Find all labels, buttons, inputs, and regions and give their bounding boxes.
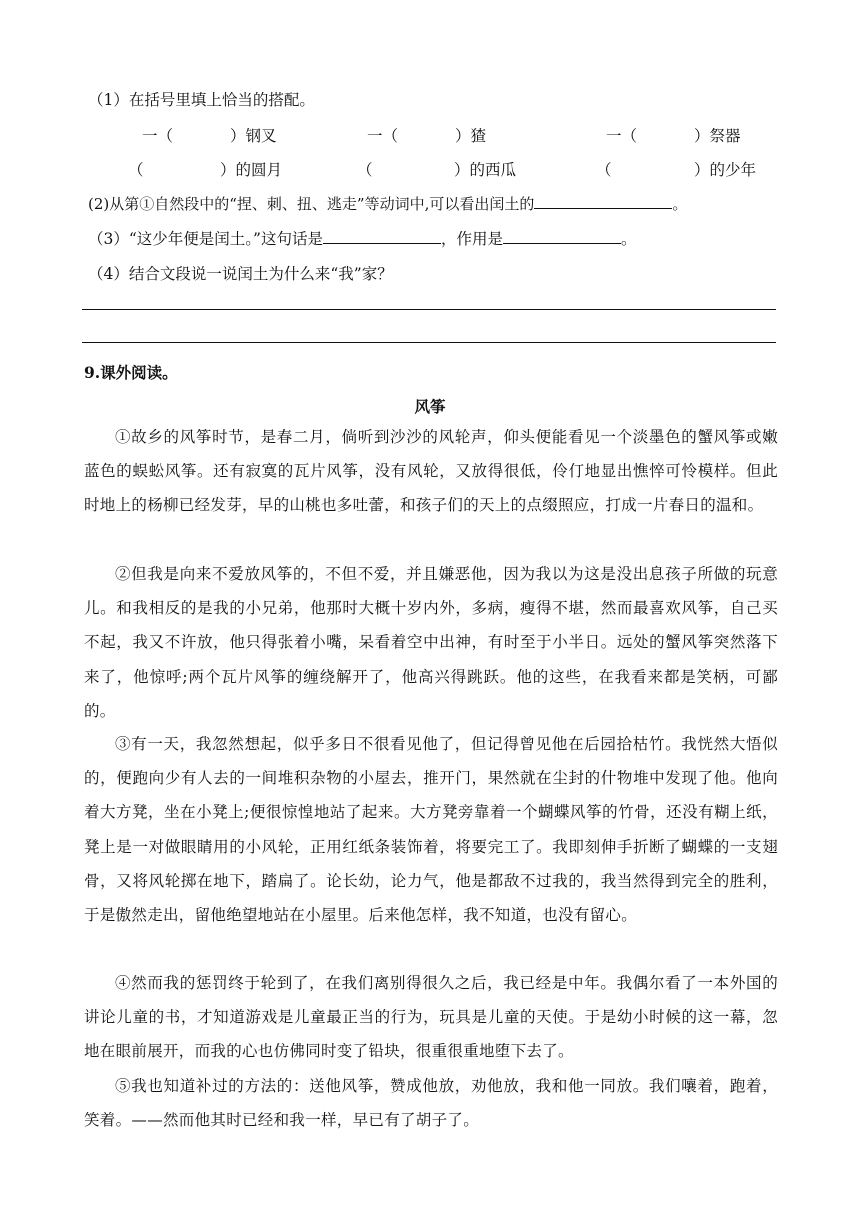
fill-suffix: ）祭器	[694, 127, 741, 145]
paragraph-1: ①故乡的风筝时节，是春二月，倘听到沙沙的风轮声，仰头便能看见一个淡墨色的蟹风筝或嫩蓝色的蜈蚣风筝。还有寂寞的瓦片风筝，没有风轮，又放得很低，伶仃地显出憔悴可怜模样。但此时地上的杨柳已经发芽，早的山桃也多吐蕾，和孩子们的天上的点缀照应，打成一片春日的温和。	[84, 428, 778, 515]
fill-suffix: ）的少年	[694, 161, 757, 179]
question-2-end: 。	[672, 195, 688, 213]
answer-line[interactable]	[82, 309, 776, 310]
answer-line[interactable]	[82, 342, 776, 343]
question-3-text-c: 。	[620, 230, 637, 248]
fill-suffix: ）的西瓜	[454, 161, 517, 179]
fill-prefix: 一（	[142, 127, 174, 145]
fill-prefix: （	[596, 161, 612, 179]
section-heading: 9.课外阅读。	[84, 363, 178, 382]
answer-blank[interactable]	[503, 227, 621, 244]
question-2	[88, 192, 687, 214]
fill-suffix: ）猹	[455, 127, 487, 145]
question-4: （4）结合文段说一说闰土为什么来“我”家？	[88, 265, 393, 283]
paragraph-2: ②但我是向来不爱放风筝的，不但不爱，并且嫌恶他，因为我以为这是没出息孩子所做的玩意儿。和我相反的是我的小兄弟，他那时大概十岁内外，多病，瘦得不堪，然而最喜欢风筝，自己买不起，我又不许放，他只得张着小嘴，呆看着空中出神，有时至于小半日。远处的蟹风筝突然落下来了，他惊呼;两个瓦片风筝的缠绕解开了，他高兴得跳跃。他的这些，在我看来都是笑柄，可鄙的。	[84, 565, 778, 720]
fill-prefix: 一（	[606, 127, 638, 145]
question-3-text-a: （3）“这少年便是闰土。”这句话是	[88, 230, 323, 248]
paragraph-5: ⑤我也知道补过的方法的：送他风筝，赞成他放，劝他放，我和他一同放。我们嚷着，跑着，笑着。——然而他其时已经和我一样，早已有了胡子了。	[84, 1077, 778, 1130]
paragraph-4: ④然而我的惩罚终于轮到了，在我们离别得很久之后，我已经是中年。我偶尔看了一本外国的讲论儿童的书，才知道游戏是儿童最正当的行为，玩具是儿童的天使。于是幼小时候的这一幕，忽地在眼前展开，而我的心也仿佛同时变了铅块，很重很重地堕下去了。	[84, 974, 778, 1061]
article-title: 风筝	[414, 397, 446, 416]
fill-suffix: ）钢叉	[230, 127, 277, 145]
question-1-label: （1）在括号里填上恰当的搭配。	[88, 91, 315, 109]
answer-blank[interactable]	[323, 227, 441, 244]
question-3-text-b: ，作用是	[440, 230, 503, 248]
fill-prefix: 一（	[367, 127, 399, 145]
fill-prefix: （	[357, 161, 373, 179]
paragraph-3: ③有一天，我忽然想起，似乎多日不很看见他了，但记得曾见他在后园拾枯竹。我恍然大悟似的，便跑向少有人去的一间堆积杂物的小屋去，推开门，果然就在尘封的什物堆中发现了他。他向着大方凳，坐在小凳上;便很惊惶地站了起来。大方凳旁靠着一个蝴蝶风筝的竹骨，还没有糊上纸，凳上是一对做眼睛用的小风轮，正用红纸条装饰着，将要完工了。我即刻伸手折断了蝴蝶的一支翅骨，又将风轮掷在地下，踏扁了。论长幼，论力气，他是都敌不过我的，我当然得到完全的胜利，于是傲然走出，留他绝望地站在小屋里。后来他怎样，我不知道，也没有留心。	[84, 735, 778, 925]
question-2-text: (2)从第①自然段中的“捏、刺、扭、逃走”等动词中,可以看出闰土的	[88, 195, 535, 213]
fill-prefix: （	[128, 161, 144, 179]
fill-suffix: ）的圆月	[220, 161, 283, 179]
answer-blank[interactable]	[534, 192, 672, 209]
question-3	[88, 227, 637, 249]
